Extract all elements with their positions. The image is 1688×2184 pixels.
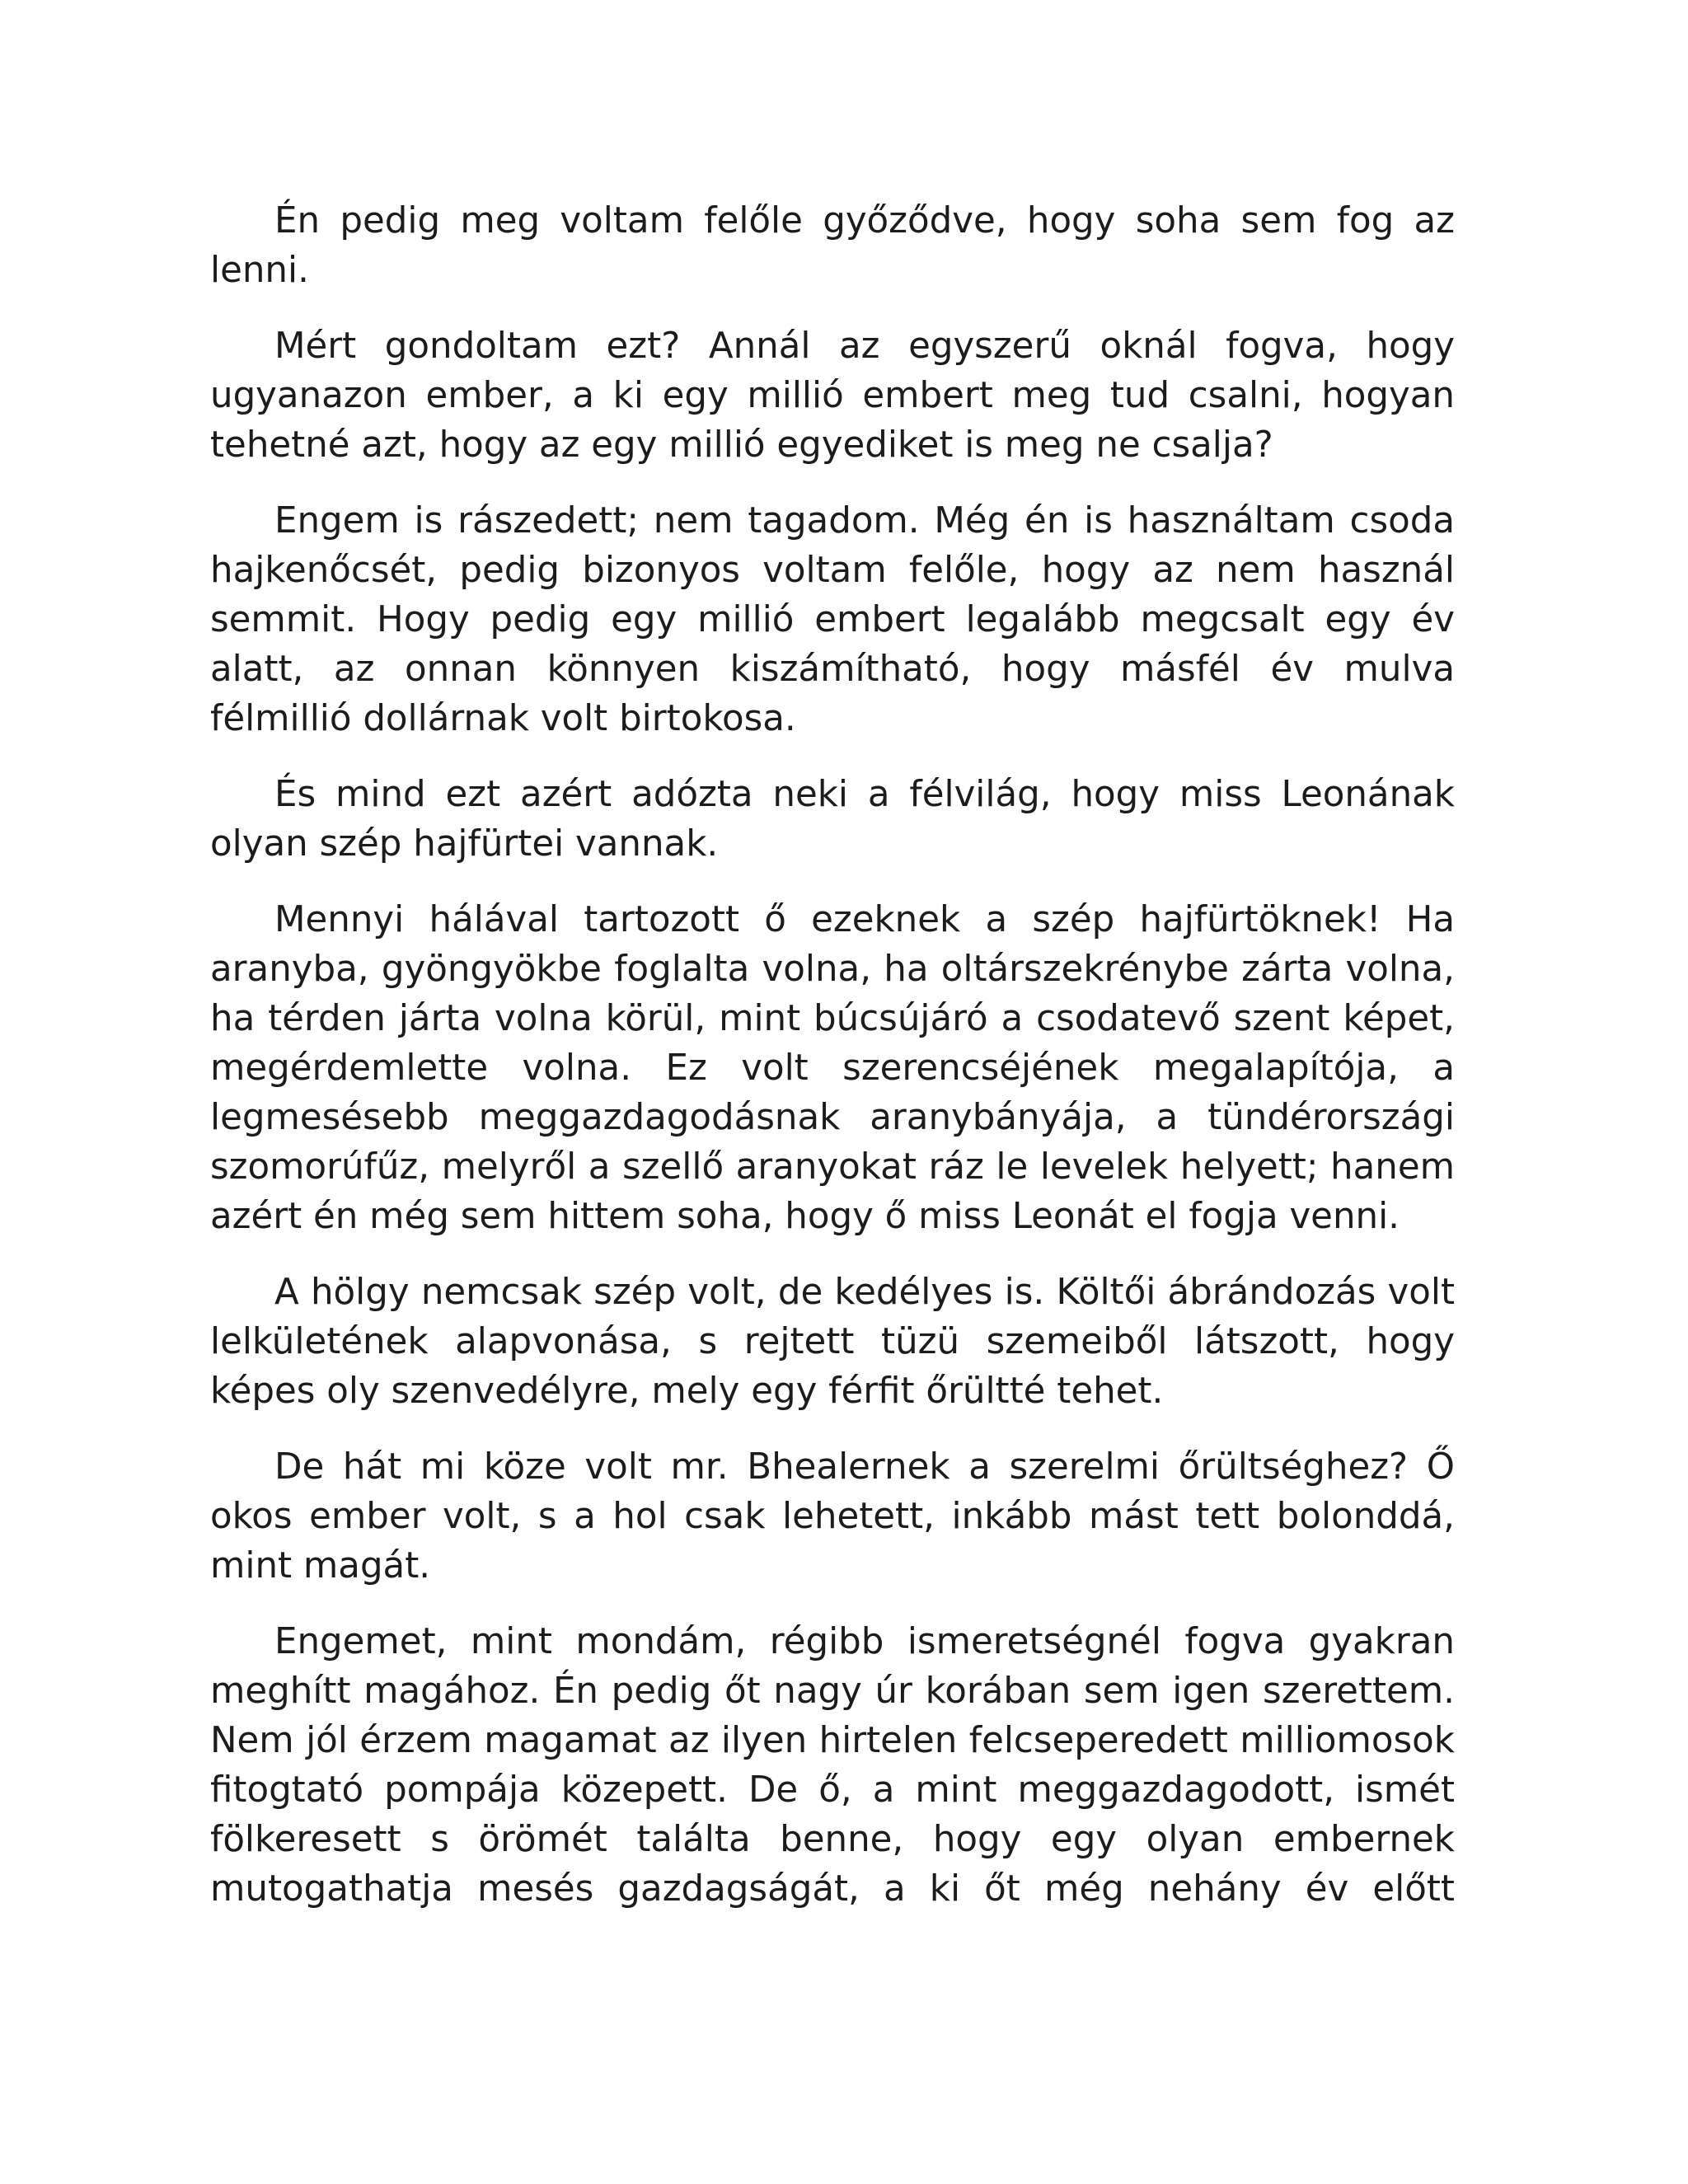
paragraph-8: Engemet, mint mondám, régibb ismeretségnél fogva gyakran meghítt magához. Én pedig őt nagy úr korában sem igen szerettem. Nem jól érzem magamat az ilyen hirtelen felcseperedett milliomosok fitogtató pompája közepett. De ő, a mint meggazdagodott, ismét fölkeresett s örömét találta benne, hogy egy olyan embernek mutogathatja mesés gazdagságát, a ki őt még nehány év előtt: [210, 1621, 1455, 1910]
paragraph-7: De hát mi köze volt mr. Bhealernek a szerelmi őrültséghez? Ő okos ember volt, s a hol csak lehetett, inkább mást tett bolonddá, mint magát.: [210, 1446, 1455, 1586]
paragraph-2: Mért gondoltam ezt? Annál az egyszerű oknál fogva, hogy ugyanazon ember, a ki egy millió embert meg tud csalni, hogyan tehetné azt, hogy az egy millió egyediket is meg ne csalja?: [210, 326, 1455, 466]
paragraph-1: Én pedig meg voltam felőle győződve, hogy soha sem fog az lenni.: [210, 200, 1455, 291]
paragraph-3: Engem is rászedett; nem tagadom. Még én is használtam csoda hajkenőcsét, pedig bizonyos voltam felőle, hogy az nem használ semmit. Hogy pedig egy millió embert legalább megcsalt egy év alatt, az onnan könnyen kiszámítható, hogy másfél év mulva félmillió dollárnak volt birtokosa.: [210, 500, 1455, 739]
document-page: [210, 196, 1455, 1914]
paragraph-5: Mennyi hálával tartozott ő ezeknek a szép hajfürtöknek! Ha aranyba, gyöngyökbe foglalta volna, ha oltárszekrénybe zárta volna, ha térden járta volna körül, mint búcsújáró a csodatevő szent képet, megérdemlette volna. Ez volt szerencséjének megalapítója, a legmesésebb meggazdagodásnak aranybányája, a tündérországi szomorúfűz, melyről a szellő aranyokat ráz le levelek helyett; hanem azért én még sem hittem soha, hogy ő miss Leonát el fogja venni.: [210, 899, 1455, 1237]
paragraph-6: A hölgy nemcsak szép volt, de kedélyes is. Költői ábrándozás volt lelkületének alapvonása, s rejtett tüzü szemeiből látszott, hogy képes oly szenvedélyre, mely egy férfit őrültté tehet.: [210, 1272, 1455, 1412]
paragraph-4: És mind ezt azért adózta neki a félvilág, hogy miss Leonának olyan szép hajfürtei vannak.: [210, 774, 1455, 865]
